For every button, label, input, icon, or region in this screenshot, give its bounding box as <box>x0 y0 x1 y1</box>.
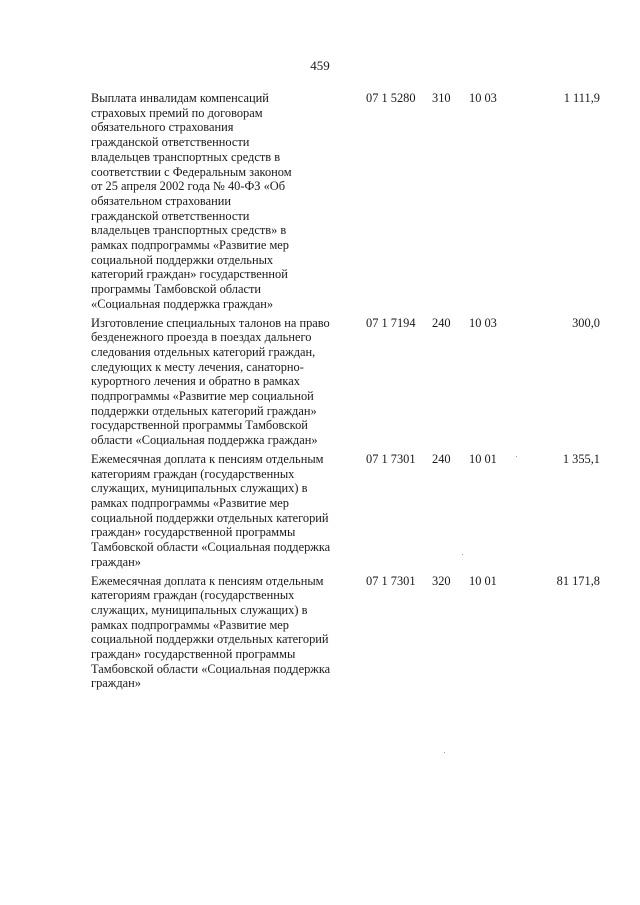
budget-table <box>91 91 601 695</box>
scan-speck <box>516 456 517 457</box>
target-article-code: 07 1 5280 <box>366 91 416 105</box>
amount-value: 1 355,1 <box>562 451 600 466</box>
row-description: Выплата инвалидам компенсаций страховых премий по договорам обязательного страхования гражданской ответственности владельцев транспортных средств в соответствии с Федеральным законом от 25 апреля 2002 года № 40-ФЗ «Об обязательном страховании гражданской ответственности владельцев транспортных средств» в рамках подпрограммы «Развитие мер социальной поддержки отдельных категорий граждан» государственной программы Тамбовской области «Социальная поддержка граждан» <box>91 91 292 311</box>
target-article-code: 07 1 7194 <box>366 315 416 330</box>
scan-speck <box>444 752 445 753</box>
scan-speck <box>462 554 463 555</box>
page-number: 459 <box>310 58 330 73</box>
amount-value: 1 111,9 <box>563 91 600 105</box>
expense-type-code: 320 <box>432 573 451 588</box>
table-row <box>91 91 601 312</box>
table-row <box>91 574 601 692</box>
expense-type-code: 240 <box>432 315 451 330</box>
section-code: 10 01 <box>469 451 497 466</box>
expense-type-code: 310 <box>432 91 451 105</box>
row-description: Ежемесячная доплата к пенсиям отдельным категориям граждан (государственных служащих, муниципальных служащих) в рамках подпрограммы «Развитие мер социальной поддержки отдельных категорий граждан» государственной программы Тамбовской области «Социальная поддержка граждан» <box>91 451 331 569</box>
expense-type-code: 240 <box>432 451 451 466</box>
table-row <box>91 452 601 570</box>
section-code: 10 03 <box>469 315 497 330</box>
section-code: 10 03 <box>469 91 497 105</box>
target-article-code: 07 1 7301 <box>366 573 416 588</box>
row-description: Ежемесячная доплата к пенсиям отдельным категориям граждан (государственных служащих, муниципальных служащих) в рамках подпрограммы «Развитие мер социальной поддержки отдельных категорий граждан» государственной программы Тамбовской области «Социальная поддержка граждан» <box>91 573 331 691</box>
table-row <box>91 316 601 448</box>
amount-value: 300,0 <box>572 315 600 330</box>
section-code: 10 01 <box>469 573 497 588</box>
target-article-code: 07 1 7301 <box>366 451 416 466</box>
amount-value: 81 171,8 <box>556 573 600 588</box>
row-description: Изготовление специальных талонов на право безденежного проезда в поездах дальнего следования отдельных категорий граждан, следующих к месту лечения, санаторно- курортного лечения и обратно в рамках подпрограммы «Развитие мер социальной поддержки отдельных категорий граждан» государственной программы Тамбовской области «Социальная поддержка граждан» <box>91 315 330 448</box>
